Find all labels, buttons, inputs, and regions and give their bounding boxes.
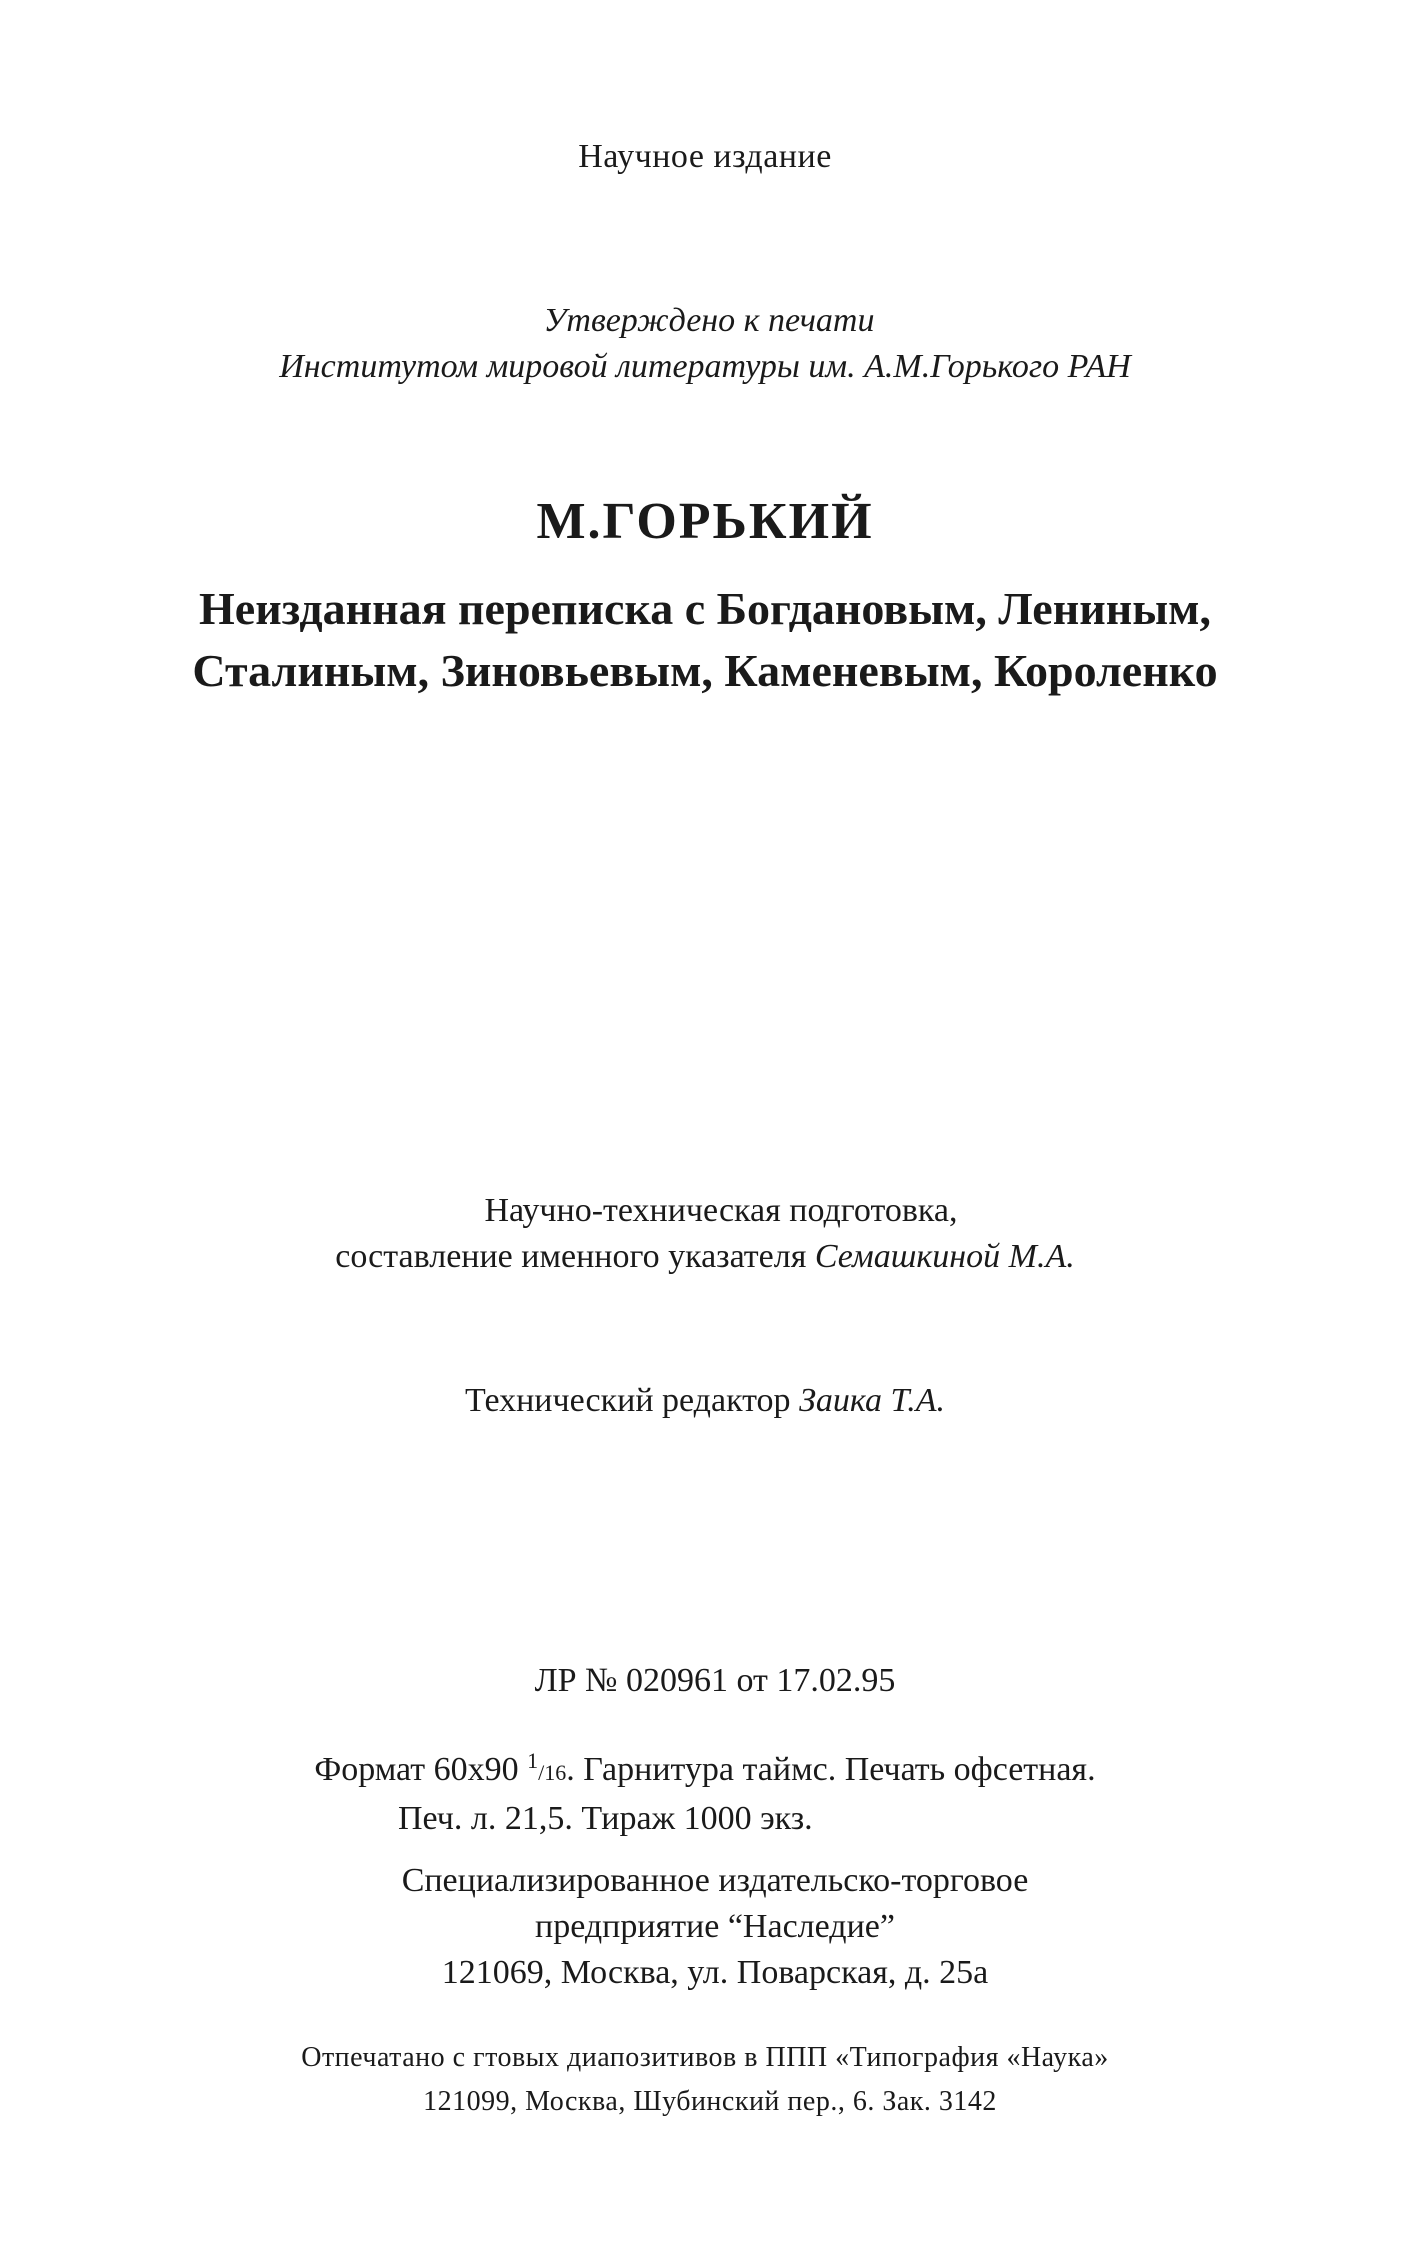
- technical-editor-name: Заика Т.А.: [799, 1382, 945, 1419]
- author-name: [0, 492, 1410, 551]
- publisher-line-1: Специализированное издательско-торговое: [401, 1862, 1029, 1899]
- print-format-line-2: Печ. л. 21,5. Тираж 1000 экз.: [398, 1800, 813, 1837]
- preparation-role: составление именного указателя: [335, 1238, 807, 1275]
- publisher-address: 121069, Москва, ул. Поварская, д. 25а: [441, 1954, 989, 1991]
- print-format-line-1: [0, 1738, 1410, 1796]
- edition-type-text: Научное издание: [578, 138, 832, 175]
- format-suffix: . Гарнитура таймс. Печать офсетная.: [566, 1751, 1096, 1788]
- preparation-person: Семашкиной М.А.: [814, 1238, 1075, 1275]
- printing-house-line-2: 121099, Москва, Шубинский пер., 6. Зак. 3142: [423, 2086, 997, 2117]
- approval-note: [0, 298, 1410, 390]
- license-number: [0, 1662, 1410, 1700]
- print-format: [0, 1738, 1410, 1842]
- preparation-line-2: [0, 1234, 1410, 1280]
- edition-type: [0, 138, 1410, 176]
- license-number-text: ЛР № 020961 от 17.02.95: [534, 1662, 896, 1699]
- publisher-info: [0, 1858, 1410, 1996]
- format-prefix: Формат 60х90: [314, 1751, 519, 1788]
- technical-editor-line: [0, 1382, 1410, 1420]
- book-title-line-1: Неизданная переписка с Богдановым, Лениным,: [199, 583, 1211, 634]
- preparation-line-1: Научно-техническая подготовка,: [484, 1192, 958, 1229]
- technical-editor-credit: [0, 1382, 1410, 1420]
- printing-house-info: [0, 2036, 1410, 2124]
- technical-editor-label: Технический редактор: [465, 1382, 791, 1419]
- format-fraction-denominator: /16: [538, 1760, 567, 1785]
- approval-line-2: Институтом мировой литературы им. А.М.Горького РАН: [279, 348, 1131, 385]
- book-title: [0, 578, 1410, 702]
- preparation-credit: [0, 1188, 1410, 1280]
- author-name-text: М.ГОРЬКИЙ: [536, 493, 874, 550]
- publisher-line-2: предприятие “Наследие”: [535, 1908, 895, 1945]
- printing-house-line-1: Отпечатано с гтовых диапозитивов в ППП «Типография «Наука»: [301, 2042, 1109, 2073]
- book-title-line-2: Сталиным, Зиновьевым, Каменевым, Короленко: [192, 645, 1218, 696]
- format-fraction-numerator: 1: [527, 1748, 539, 1773]
- approval-line-1: Утверждено к печати: [543, 302, 875, 339]
